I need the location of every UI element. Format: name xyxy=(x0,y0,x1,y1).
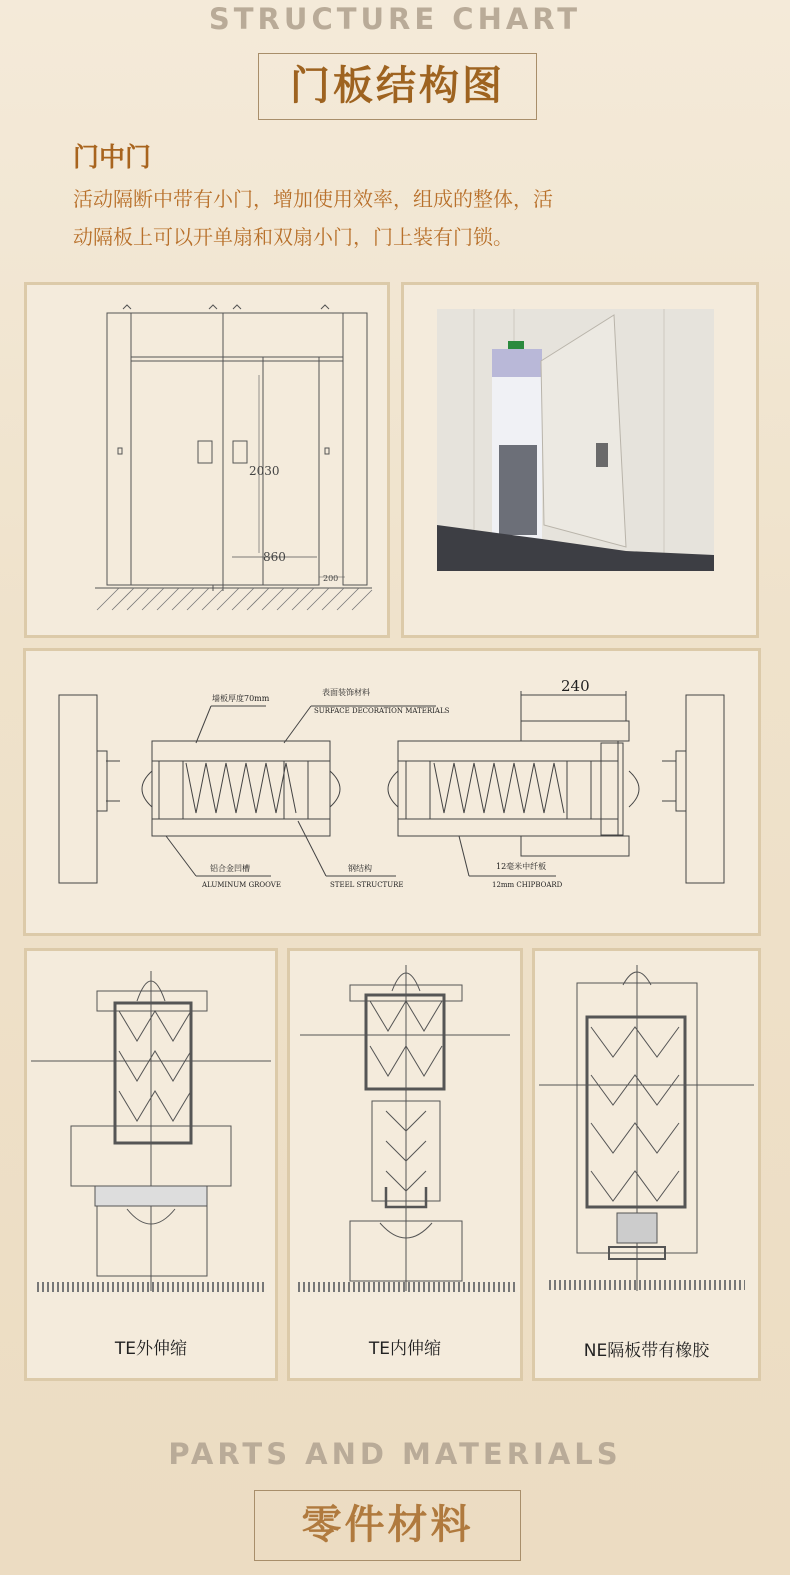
caption-te-inner: TE内伸缩 xyxy=(368,1339,442,1359)
detail-panel-te-inner xyxy=(287,948,523,1381)
door-elevation-drawing xyxy=(27,285,387,635)
dimension-240: 240 xyxy=(561,677,590,695)
caption-ne-rubber: NE隔板带有橡胶 xyxy=(583,1341,710,1361)
page-title: 门板结构图 xyxy=(258,53,537,120)
door-photo-panel xyxy=(401,282,759,638)
section-drawing-panel xyxy=(23,648,761,936)
side-dimension: 200 xyxy=(323,574,339,583)
ne-rubber-drawing xyxy=(535,951,758,1321)
horizontal-section-drawing xyxy=(26,651,758,933)
section-description xyxy=(73,180,633,256)
section-subtitle: 门中门 xyxy=(73,143,152,173)
detail-panel-te-outer xyxy=(24,948,278,1381)
te-inner-drawing xyxy=(290,951,520,1321)
label-groove-en: ALUMINUM GROOVE xyxy=(202,881,281,889)
detail-panel-ne xyxy=(532,948,761,1381)
door-elevation-panel xyxy=(24,282,390,638)
width-dimension: 860 xyxy=(263,550,286,564)
caption-te-outer: TE外伸缩 xyxy=(114,1339,188,1359)
door-photo xyxy=(404,285,756,635)
label-steel-cn: 钢结构 xyxy=(348,864,372,873)
label-chip-en: 12mm CHIPBOARD xyxy=(492,881,563,889)
description-line-1: 活动隔断中带有小门，增加使用效率，组成的整体，活 xyxy=(73,187,553,211)
parts-materials-title: 零件材料 xyxy=(254,1490,521,1561)
label-surface-cn: 表面装饰材料 xyxy=(322,688,370,697)
structure-chart-heading: STRUCTURE CHART xyxy=(208,2,582,36)
parts-materials-heading: PARTS AND MATERIALS xyxy=(168,1437,622,1471)
te-outer-drawing xyxy=(27,951,275,1321)
label-groove-cn: 铝合金凹槽 xyxy=(210,864,250,873)
label-surface-en: SURFACE DECORATION MATERIALS xyxy=(314,707,450,715)
label-chip-cn: 12毫米中纤板 xyxy=(496,862,547,871)
description-line-2: 动隔板上可以开单扇和双扇小门，门上装有门锁。 xyxy=(73,225,513,249)
label-wall-thickness: 墙板厚度70mm xyxy=(212,694,270,703)
label-steel-en: STEEL STRUCTURE xyxy=(330,881,404,889)
height-dimension: 2030 xyxy=(249,464,280,478)
